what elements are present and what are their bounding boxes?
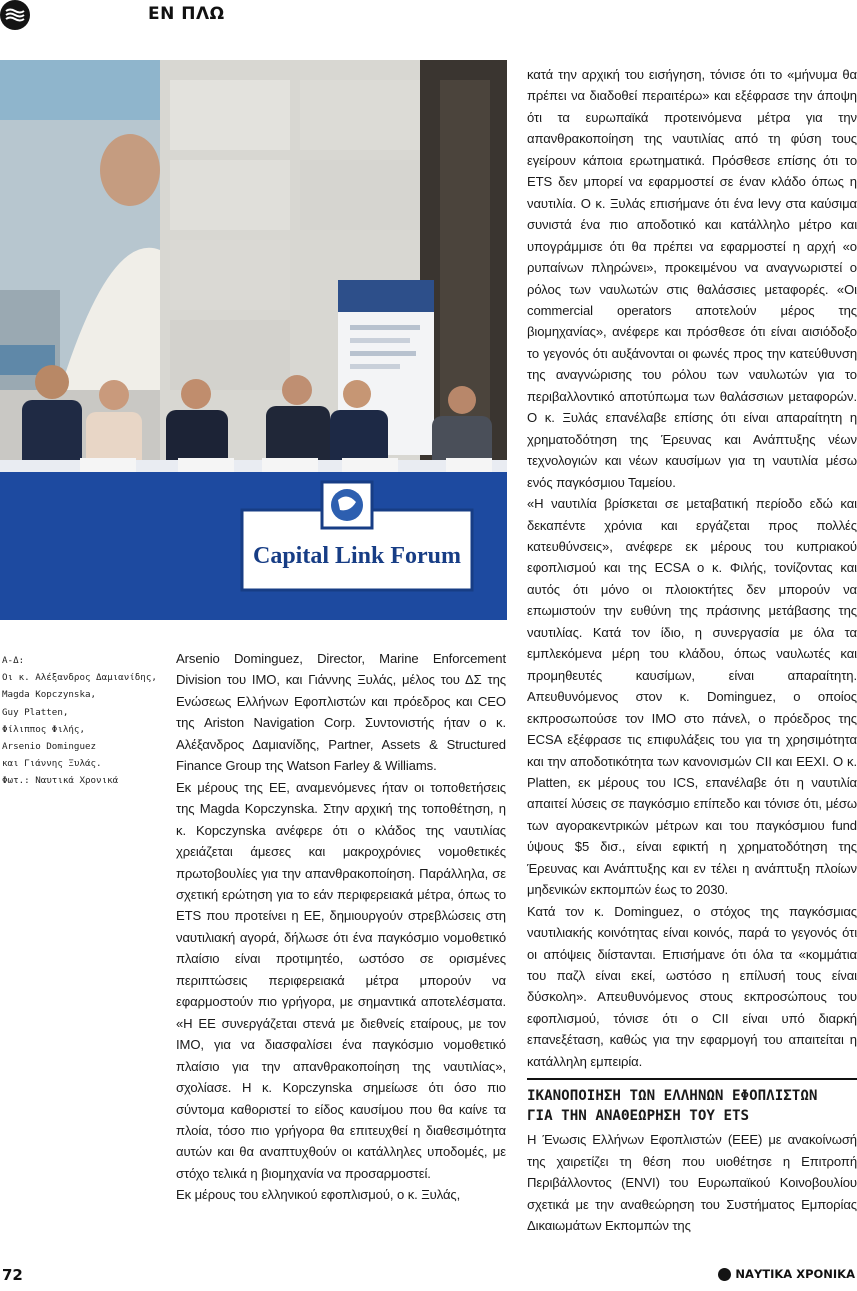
brand-logo-icon <box>718 1268 731 1281</box>
page-number: 72 <box>2 1266 23 1284</box>
article-subheading <box>527 1078 857 1126</box>
section-title: ΕΝ ΠΛΩ <box>148 4 225 24</box>
article-paragraph: Εκ μέρους του ελληνικού εφοπλισμού, ο κ. Ξυλάς, <box>176 1187 461 1203</box>
article-paragraph: Εκ μέρους της ΕΕ, αναμενόμενες ήταν οι τοποθετήσεις της Magda Kopczynska. Στην αρχική της τοποθέτηση, η κ. Kopczynska ανέφερε ότι ο κλάδος της ναυτιλίας χρειάζεται άμεσες και μακροχρόνιες νομοθετικές πρωτοβουλίες για την απανθρακοποίηση. Παράλληλα, σε σχετική ερώτηση για το εάν περιφερειακά μέτρα, όπως το ETS που προτείνει η ΕΕ, δημιουργούν στρεβλώσεις στη ναυτιλιακή αγορά, δήλωσε ότι ένα παγκόσμιο νομοθετικό πλαίσιο είναι προτιμητέο, ωστόσο σε ορισμένες περιπτώσεις περιφερειακά μέτρα μπορούν να εφαρμοστούν πιο γρήγορα, με σημαντικά αποτελέσματα. «Η ΕΕ συνεργάζεται στενά με διεθνείς εταίρους, με τον IMO, για να διασφαλίσει ένα παγκόσμιο νομοθετικό πλαίσιο για την απανθρακοποίηση της ναυτιλίας», σχολίασε. Η κ. Kopczynska σημείωσε ότι όσο πιο σύντομα καθοριστεί το είδος καυσίμου που θα καίνε τα πλοία, τόσο πιο γρήγορα θα επιτευχθεί η διαθεσιμότητα αυτών και θα αναπτυχθούν οι κατάλληλες υποδομές, με στόχο τελικά η βιομηχανία να προσαρμοστεί. <box>176 779 506 1181</box>
subheading-line: ΓΙΑ ΤΗΝ ΑΝΑΘΕΩΡΗΣΗ ΤΟΥ ETS <box>527 1108 750 1125</box>
forum-sign-text: Capital Link Forum <box>252 543 462 569</box>
photo-caption: Α-Δ: Οι κ. Αλέξανδρος Δαμιανίδης, Magda Kopczynska, Guy Platten, Φίλιππος Φιλής, Arsenio Dominguez και Γιάννης Ξυλάς. <box>2 655 157 770</box>
brand-name: ΝΑΥΤΙΚΑ ΧΡΟΝΙΚΑ <box>735 1267 855 1281</box>
magazine-logo-icon <box>0 0 30 30</box>
photo-credit: Φωτ.: Ναυτικά Χρονικά <box>2 775 119 786</box>
article-paragraph: Η Ένωσις Ελλήνων Εφοπλιστών (ΕΕΕ) με ανακοίνωσή της χαιρετίζει τη θέση που υιοθέτησε η Επιτροπή Περιβάλλοντος (ENVI) του Ευρωπαϊκού Κοινοβουλίου σχετικά με την αναθεώρηση του Συστήματος Εμπορίας Δικαιωμάτων Εκπομπών της <box>527 1132 857 1234</box>
subheading-line: ΙΚΑΝΟΠΟΙΗΣΗ ΤΩΝ ΕΛΛΗΝΩΝ ΕΦΟΠΛΙΣΤΩΝ <box>527 1088 818 1105</box>
article-column-2 <box>527 64 857 1237</box>
footer-brand <box>718 1267 855 1281</box>
article-paragraph: Κατά τον κ. Dominguez, ο στόχος της παγκόσμιας ναυτιλιακής κοινότητας είναι κοινός, παρά το γεγονός ότι οι απόψεις διίστανται. Επισήμανε ότι όλα τα «κομμάτια του παζλ είναι εκεί, ωστόσο η επίλυσή τους είναι δύσκολη». Απευθυνόμενος στους εκπροσώπους του εφοπλισμού, τόνισε ότι ο CII είναι υπό διαρκή επανεξέταση, καθώς για την εφαρμογή του απαιτείται η κατάλληλη εμπειρία. <box>527 903 857 1069</box>
article-paragraph: κατά την αρχική του εισήγηση, τόνισε ότι το «μήνυμα θα πρέπει να διαδοθεί περαιτέρω» και εξέφρασε την άποψη ότι τα ευρωπαϊκά προτεινόμενα μέτρα για την απανθρακοποίηση της ναυτιλίας από τη φύση τους εγείρουν κάποια ερωτηματικά. Πρόσθεσε επίσης ότι το ETS δεν μπορεί να εφαρμοστεί σε έναν κλάδο όπως η ναυτιλία. Ο κ. Ξυλάς επισήμανε ότι ένα levy στα καύσιμα συνιστά ένα πιο αποδοτικό και κατάλληλο μέτρο και υπογράμμισε ότι θα πρέπει να εφαρμοστεί η αρχή «ο ρυπαίνων πληρώνει», προκειμένου να αναγνωριστεί ο ρόλος των ναυλωτών στις θαλάσσιες μεταφορές. «Οι commercial operators αποτελούν μέρος της βιομηχανίας», ανέφερε και πρόσθεσε ότι είναι αισιόδοξο το γεγονός ότι αυξάνονται οι φωνές προς την κατεύθυνση της αναγνώρισης του ρόλου των ναυλωτών για το περιβαλλοντικό αποτύπωμα των θαλάσσιων μεταφορών. Ο κ. Ξυλάς επανέλαβε επίσης ότι είναι απαραίτητη η χρηματοδότηση της Έρευνας και Ανάπτυξης νέων τεχνολογιών και νέων καυσίμων για τη ναυτιλία μέσω ενός παγκόσμιου Ταμείου. <box>527 67 857 490</box>
article-paragraph: «Η ναυτιλία βρίσκεται σε μεταβατική περίοδο εδώ και δεκαπέντε χρόνια και εργάζεται προς πολλές κατευθύνσεις», ανέφερε εκ μέρους του κυπριακού εφοπλισμού και της ECSA ο κ. Φιλής, τονίζοντας και αυτός ότι μόνο οι πλοιοκτήτες δεν μπορούν να επωμιστούν την ευθύνη της πράσινης μετάβασης της ναυτιλίας. Κατά τον ίδιο, η συνεργασία με όλα τα εμπλεκόμενα μέρη του κλάδου, όπως ναυλωτές και προμηθευτές καυσίμων, είναι απαραίτητη. Απευθυνόμενος στον κ. Dominguez, ο οποίος εκπροσωπούσε τον IMO στο πάνελ, ο πρόεδρος της ECSA εξέφρασε τις επιφυλάξεις του για τη χρησιμότητα και την αποδοτικότητα των κανονισμών CII και EEXI. Ο κ. Platten, εκ μέρους του ICS, επανέλαβε ότι η ναυτιλία απαιτεί λύσεις σε παγκόσμιο επίπεδο και τόνισε ότι, μέσω των αγορακεντρικών μέτρων και του παγκόσμιου fund ύψους $5 δισ., είναι εφικτή η χρηματοδότηση της Έρευνας και Ανάπτυξης και εν τέλει η ανάπτυξη πλοίων μηδενικών εκπομπών έως το 2030. <box>527 496 857 898</box>
conference-photo <box>0 60 507 620</box>
article-column-1 <box>176 648 506 1206</box>
article-paragraph: Arsenio Dominguez, Director, Marine Enforcement Division του IMO, και Γιάννης Ξυλάς, μέλος του ΔΣ της Ενώσεως Ελλήνων Εφοπλιστών και πρόεδρος και CEO της Ariston Navigation Corp. Συντονιστής ήταν ο κ. Αλέξανδρος Δαμιανίδης, Partner, Assets & Structured Finance Group της Watson Farley & Williams. <box>176 651 506 774</box>
wave-icon <box>5 8 25 22</box>
